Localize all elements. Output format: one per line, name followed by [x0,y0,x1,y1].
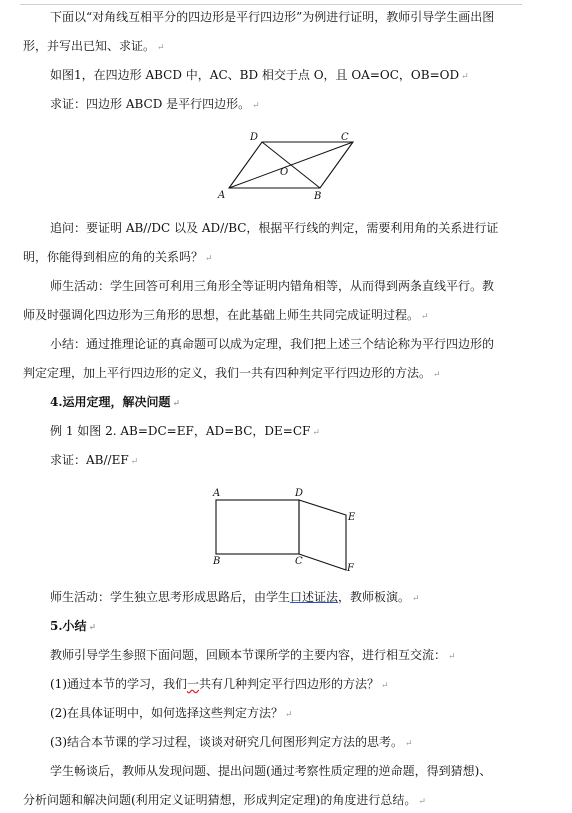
paragraph-mark-icon: ↵ [88,623,97,633]
text: 下面以“对角线互相平分的四边形是平行四边形”为例进行证明，教师引导学生画出图 [50,10,495,24]
paragraph-example-prove [50,453,138,469]
text: 求证：AB//EF [50,453,129,467]
paragraph-given [50,68,469,84]
figure-2-quadrilaterals [208,484,368,574]
text: 师生活动：学生独立思考形成思路后，由学生 [50,590,291,604]
label-E: E [348,512,356,523]
text: 小结：通过推理论证的真命题可以成为定理，我们把上述三个结论称为平行四边形的 [50,337,495,351]
label-F: F [347,563,354,574]
paragraph-activity [50,279,494,293]
section-heading-4 [50,395,180,411]
text: ，教师板演。 [338,590,411,604]
text: 5.小结 [50,619,87,633]
question-1 [50,677,389,693]
paragraph-example-activity [50,590,420,606]
paragraph-closing [50,764,491,778]
paragraph-mark-icon: ↵ [418,797,426,807]
question-2 [50,706,293,722]
paragraph-mark-icon: ↵ [433,370,441,380]
paragraph-summary-cont [23,366,441,382]
label-C: C [341,132,349,143]
label-C: C [295,556,303,567]
underlined-text: 口述证法 [290,590,339,604]
paragraph-mark-icon: ↵ [130,457,139,467]
section-heading-5 [50,619,96,635]
label-D: D [250,132,259,143]
paragraph-summary [50,337,494,351]
spellcheck-text: 一 [187,677,200,691]
label-O: O [280,167,289,178]
paragraph-example [50,424,320,440]
label-B: B [314,191,322,202]
text: 学生畅谈后，教师从发现问题、提出问题(通过考察性质定理的逆命题，得到猜想)、 [50,764,492,778]
paragraph-prove [50,97,260,113]
top-rule [20,4,522,5]
text: (2)在具体证明中，如何选择这些判定方法？ [50,706,283,720]
text: 师及时强调化四边形为三角形的思想，在此基础上师生共同完成证明过程。 [23,308,420,322]
text: 共有几种判定平行四边形的方法？ [199,677,380,691]
text: 形，并写出已知、求证。 [23,39,156,53]
label-A: A [218,190,226,201]
paragraph-intro-cont [23,39,165,55]
question-3 [50,735,413,751]
paragraph-mark-icon: ↵ [252,101,260,111]
text: 追问：要证明 AB//DC 以及 AD//BC，根据平行线的判定，需要利用角的关系进行证 [50,221,499,235]
paragraph-intro [50,10,494,24]
paragraph-mark-icon: ↵ [285,710,293,720]
paragraph-mark-icon: ↵ [405,739,413,749]
label-A: A [213,488,221,499]
paragraph-guide [50,648,456,664]
paragraph-mark-icon: ↵ [412,594,420,604]
paragraph-mark-icon: ↵ [448,652,456,662]
paragraph-mark-icon: ↵ [157,43,165,53]
text: 明，你能得到相应的角的关系吗？ [23,250,204,264]
paragraph-mark-icon: ↵ [172,399,181,409]
paragraph-mark-icon: ↵ [461,72,469,82]
paragraph-closing-cont [23,793,426,809]
paragraph-activity-cont [23,308,429,324]
paragraph-mark-icon: ↵ [421,312,429,322]
text: 教师引导学生参照下面问题，回顾本节课所学的主要内容，进行相互交流： [50,648,447,662]
figure-1-parallelogram [210,128,365,203]
paragraph-question [50,221,498,235]
text: 如图1，在四边形 ABCD 中，AC、BD 相交于点 O，且 OA=OC，OB=OD [50,68,460,82]
paragraph-question-cont [23,250,213,266]
label-D: D [295,488,304,499]
paragraph-mark-icon: ↵ [381,681,389,691]
label-B: B [213,556,221,567]
paragraph-mark-icon: ↵ [312,428,320,438]
text: 4.运用定理，解决问题 [50,395,171,409]
text: (1)通过本节的学习，我们 [50,677,187,691]
text: 分析问题和解决问题(利用定义证明猜想，形成判定定理)的角度进行总结。 [23,793,417,807]
text: 师生活动：学生回答可利用三角形全等证明内错角相等，从而得到两条直线平行。教 [50,279,495,293]
text: 求证：四边形 ABCD 是平行四边形。 [50,97,251,111]
text: 判定定理，加上平行四边形的定义，我们一共有四种判定平行四边形的方法。 [23,366,432,380]
text: (3)结合本节课的学习过程，谈谈对研究几何图形判定方法的思考。 [50,735,404,749]
text: 例 1 如图 2. AB=DC=EF，AD=BC，DE=CF [50,424,311,438]
paragraph-mark-icon: ↵ [205,254,213,264]
